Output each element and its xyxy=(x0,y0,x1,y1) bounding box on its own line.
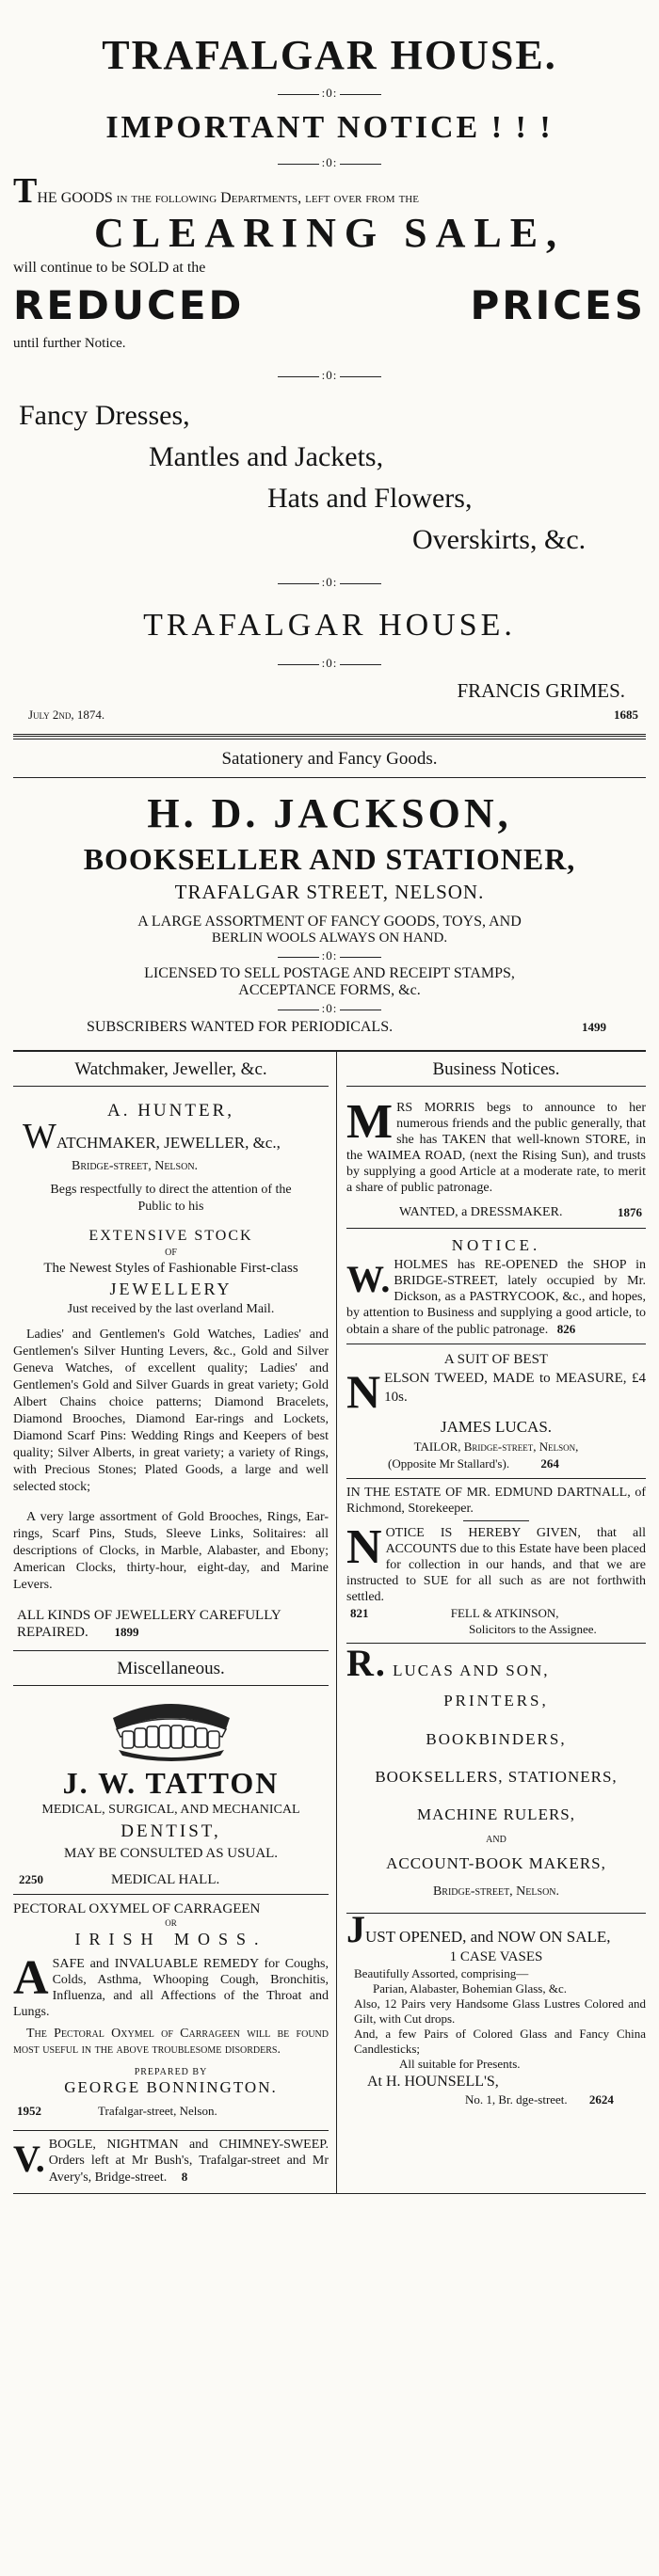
suit-heading: A SUIT OF BEST xyxy=(443,1352,549,1367)
holmes-body xyxy=(346,1257,646,1338)
rlucas-and: AND xyxy=(486,1835,506,1845)
teeth-illustration xyxy=(13,1693,329,1765)
rlucas-line: MACHINE RULERS, xyxy=(416,1805,575,1823)
tatton-bottom-row xyxy=(13,1863,329,1894)
just-line: Beautifully Assorted, comprising— xyxy=(354,1966,529,1980)
goods-text: HE GOODS in the following Departments, left over from the xyxy=(37,190,419,206)
oxymel-address: Trafalgar-street, Nelson. xyxy=(98,2104,217,2118)
signer: FRANCIS GRIMES. xyxy=(457,679,625,702)
lucas-opposite: (Opposite Mr Stallard's). xyxy=(388,1456,510,1471)
morris-dropcap: M xyxy=(346,1095,394,1149)
just-address-row xyxy=(346,2092,646,2107)
trafalgar-ad xyxy=(13,0,646,723)
suit-text: ELSON TWEED, MADE to MEASURE, £4 10s. xyxy=(384,1371,646,1405)
morris-ad xyxy=(346,1094,646,1229)
estate-solicitors: Solicitors to the Assignee. xyxy=(469,1622,597,1636)
hunter-repair-row xyxy=(13,1594,329,1645)
hunter-trade-line xyxy=(13,1117,329,1156)
rlucas-dropcap: R. xyxy=(346,1642,387,1684)
just-line: Parian, Alabaster, Bohemian Glass, &c. xyxy=(373,1981,567,1996)
separator: :0: xyxy=(13,367,646,384)
lucas-tailor-ad xyxy=(346,1344,646,1479)
hunter-stock: EXTENSIVE STOCK xyxy=(88,1228,253,1244)
ad-date: July 2nd, 1874. xyxy=(28,708,105,722)
ad-number: 1876 xyxy=(618,1205,642,1219)
just-case: 1 CASE VASES xyxy=(449,1949,543,1964)
ad-number: 1685 xyxy=(614,708,638,722)
stationery-header: Satationery and Fancy Goods. xyxy=(13,739,646,778)
morris-text: RS MORRIS begs to announce to her numerous friends and the public generally, that she has TAKEN that well-known STORE, in the WAIMEA ROAD, (next the Rising Sun), and trusts by supplying a good Article at a moderate rate, to merit a share of public patronage. xyxy=(346,1101,646,1195)
divider xyxy=(463,1520,529,1521)
left-column xyxy=(13,1052,337,2193)
just-line: All suitable for Presents. xyxy=(399,2057,521,2071)
reduced-word: REDUCED xyxy=(13,282,245,328)
bogle-body xyxy=(13,2137,329,2186)
list-item: Fancy Dresses, xyxy=(19,400,190,431)
holmes-text: HOLMES has RE-OPENED the SHOP in BRIDGE-STREET, lately occupied by Mr. Dickson, as a PASTRYCOOK, &c., and hopes, by attention to Business and supplying a good article, to obtain a share of the public patronage. xyxy=(346,1258,646,1337)
hunter-newest: The Newest Styles of Fashionable First-class xyxy=(43,1261,298,1276)
just-text: UST OPENED, and NOW ON SALE, xyxy=(365,1928,611,1946)
rlucas-line: BOOKSELLERS, STATIONERS, xyxy=(375,1768,618,1786)
suit-dropcap: N xyxy=(346,1365,381,1418)
list-item: Hats and Flowers, xyxy=(267,483,473,514)
rlucas-last: ACCOUNT-BOOK MAKERS, xyxy=(386,1854,606,1872)
trafalgar-title: TRAFALGAR HOUSE. xyxy=(102,32,557,78)
separator: :0: xyxy=(13,1000,646,1017)
separator: :0: xyxy=(13,574,646,591)
holmes-dropcap: W. xyxy=(346,1258,391,1300)
separator: :0: xyxy=(13,947,646,964)
just-address: No. 1, Br. dge-street. xyxy=(465,2092,568,2107)
rlucas-line: BOOKBINDERS, xyxy=(426,1730,567,1748)
ad-number: 2250 xyxy=(19,1872,43,1886)
hunter-body: A very large assortment of Gold Brooches, Rings, Ear-rings, Scarf Pins, Studs, Sleeve Links, Solitaires: all descriptions of Clocks, in Marble, Alabaster, and Ebony; American Clocks, thirty-hour, eight-day, and Marine Levers. xyxy=(13,1510,329,1592)
jackson-line: A LARGE ASSORTMENT OF FANCY GOODS, TOYS, AND xyxy=(137,914,522,930)
estate-ad xyxy=(346,1479,646,1644)
date-row xyxy=(13,704,646,723)
just-name: At H. HOUNSELL'S, xyxy=(367,2074,499,2090)
hunter-jewellery: JEWELLERY xyxy=(109,1280,233,1298)
hunter-repair: ALL KINDS OF JEWELLERY CAREFULLY REPAIRED. xyxy=(17,1608,281,1640)
until-line: until further Notice. xyxy=(13,336,126,351)
ad-number: 2624 xyxy=(588,2092,614,2107)
oxymel-body2: The Pectoral Oxymel of Carrageen will be found most useful in the above troublesome disorders. xyxy=(13,2027,329,2057)
hounsell-ad xyxy=(346,1908,646,2111)
estate-text: OTICE IS HEREBY GIVEN, that all ACCOUNTS due to this Estate have been placed for collection in our hands, and that we are instructed to SUE for all such as are not forthwith settled. xyxy=(346,1526,646,1604)
rlucas-address: Bridge-street, Nelson. xyxy=(432,1884,560,1899)
tatton-consult: MAY BE CONSULTED AS USUAL. xyxy=(63,1846,279,1861)
lucas-address: TAILOR, Bridge-street, Nelson, xyxy=(413,1439,579,1454)
hunter-of: OF xyxy=(165,1248,177,1258)
goods-dropcap: T xyxy=(13,171,38,211)
two-column-section xyxy=(13,1050,646,2194)
hunter-name: A. HUNTER, xyxy=(106,1101,235,1121)
oxymel-dropcap: A xyxy=(13,1951,49,2005)
lucas-name: JAMES LUCAS. xyxy=(440,1418,553,1436)
jackson-line: ACCEPTANCE FORMS, &c. xyxy=(238,982,421,998)
estate-firm: FELL & ATKINSON, xyxy=(450,1606,559,1620)
oxymel-moss: IRISH MOSS. xyxy=(74,1930,267,1948)
oxymel-body xyxy=(13,1950,329,2020)
section-header: Business Notices. xyxy=(346,1052,646,1087)
ad-number: 8 xyxy=(181,2170,188,2184)
goods-line xyxy=(13,171,646,211)
holmes-ad xyxy=(346,1229,646,1344)
oxymel-bottom-row xyxy=(13,2098,329,2124)
tatton-hall: MEDICAL HALL. xyxy=(111,1872,220,1887)
important-notice: IMPORTANT NOTICE ! ! ! xyxy=(105,110,554,145)
dentures-icon xyxy=(105,1697,237,1761)
bogle-ad xyxy=(13,2131,329,2193)
right-column xyxy=(337,1052,646,2193)
oxymel-prepared: PREPARED BY xyxy=(134,2067,208,2077)
estate-heading: IN THE ESTATE OF MR. EDMUND DARTNALL, of Richmond, Storekeeper. xyxy=(346,1486,646,1516)
oxymel-or: OR xyxy=(165,1918,177,1928)
oxymel-name: GEORGE BONNINGTON. xyxy=(64,2078,278,2096)
just-line: And, a few Pairs of Colored Glass and Fancy China Candlesticks; xyxy=(354,2027,646,2056)
separator: :0: xyxy=(13,154,646,171)
just-line: Also, 12 Pairs very Handsome Glass Lustres Colored and Gilt, with Cut drops. xyxy=(354,1996,646,2026)
hunter-body: Ladies' and Gentlemen's Gold Watches, Ladies' and Gentlemen's Silver Hunting Levers, &c., Gold and Silver Geneva Watches, of excellent quality; Ladies' and Gentlemen's Gold and Silver Guards in great variety; Gold Albert Chains choice patterns; Diamond Bracelets, Diamond Brooches, Diamond Ear-rings and Lockets, Diamond Scarf Pins: Wedding Rings and Keepers of best quality; Silver Alberts, in great variety; a variety of Rings, with Precious Stones; Plated Goods, a large and well selected stock; xyxy=(13,1328,329,1494)
section-header: Watchmaker, Jeweller, &c. xyxy=(13,1052,329,1087)
ad-number: 821 xyxy=(350,1606,369,1620)
reduced-prices xyxy=(13,278,646,333)
rlucas-line: PRINTERS, xyxy=(443,1692,549,1709)
oxymel-ad xyxy=(13,1895,329,2130)
continue-line: will continue to be SOLD at the xyxy=(13,260,206,276)
hunter-trade: ATCHMAKER, JEWELLER, &c., xyxy=(56,1134,281,1152)
rlucas-ad xyxy=(346,1644,646,1914)
estate-dropcap: N xyxy=(346,1520,382,1574)
jackson-line: LICENSED TO SELL POSTAGE AND RECEIPT STAMPS, xyxy=(144,965,515,981)
lucas-opposite-row xyxy=(346,1455,646,1472)
list-item: Overskirts, &c. xyxy=(412,524,587,555)
hunter-received: Just received by the last overland Mail. xyxy=(67,1302,275,1316)
suit-body xyxy=(346,1365,646,1418)
tatton-name: J. W. TATTON xyxy=(62,1766,280,1800)
tatton-trade: MEDICAL, SURGICAL, AND MECHANICAL xyxy=(41,1803,300,1817)
prices-word: PRICES xyxy=(470,282,646,328)
morris-body xyxy=(346,1095,646,1196)
ad-number: 1952 xyxy=(17,2104,41,2118)
jackson-line: SUBSCRIBERS WANTED FOR PERIODICALS. xyxy=(87,1019,394,1035)
estate-firm-row xyxy=(346,1605,646,1621)
jackson-line: BERLIN WOOLS ALWAYS ON HAND. xyxy=(211,930,448,946)
list-item: Mantles and Jackets, xyxy=(149,441,384,472)
hunter-ad xyxy=(13,1094,329,1650)
separator: :0: xyxy=(13,655,646,672)
tatton-dentist: DENTIST, xyxy=(121,1821,221,1841)
hunter-begs: Begs respectfully to direct the attention of the Public to his xyxy=(50,1183,292,1214)
estate-body xyxy=(346,1520,646,1605)
department-list xyxy=(13,390,646,561)
trafalgar-footer-title: TRAFALGAR HOUSE. xyxy=(143,608,516,643)
ad-number: 264 xyxy=(540,1456,559,1471)
jackson-ad xyxy=(13,739,646,1037)
jackson-street: TRAFALGAR STREET, NELSON. xyxy=(174,881,485,903)
rlucas-name-line xyxy=(346,1642,646,1684)
jackson-trade: BOOKSELLER AND STATIONER, xyxy=(83,842,576,876)
notice-heading: NOTICE. xyxy=(451,1236,541,1254)
bogle-text: BOGLE, NIGHTMAN and CHIMNEY-SWEEP. Orders left at Mr Bush's, Trafalgar-street and Mr Avery's, Bridge-street. xyxy=(48,2138,329,2185)
tatton-ad xyxy=(13,1693,329,1894)
morris-wanted: WANTED, a DRESSMAKER. xyxy=(399,1205,563,1219)
just-opened-line xyxy=(346,1908,646,1950)
jackson-name: H. D. JACKSON, xyxy=(147,790,512,836)
section-header: Miscellaneous. xyxy=(13,1650,329,1686)
bogle-dropcap: V. xyxy=(13,2138,45,2180)
jackson-bottom-row xyxy=(13,1018,646,1037)
oxymel-text: SAFE and INVALUABLE REMEDY for Coughs, Colds, Asthma, Whooping Cough, Bronchitis, Influenza, and all Affections of the Throat and Lungs. xyxy=(13,1957,329,2019)
just-dropcap: J xyxy=(346,1908,365,1950)
ad-number: 1899 xyxy=(114,1625,139,1639)
hunter-address: Bridge-street, Nelson. xyxy=(72,1159,199,1173)
separator: :0: xyxy=(13,85,646,102)
oxymel-title: PECTORAL OXYMEL OF CARRAGEEN xyxy=(13,1901,261,1916)
ad-number: 826 xyxy=(556,1322,576,1336)
rlucas-name: LUCAS AND SON, xyxy=(393,1662,550,1679)
morris-wanted-row xyxy=(346,1196,646,1222)
ad-number: 1499 xyxy=(582,1020,606,1034)
clearing-sale: CLEARING SALE, xyxy=(93,210,566,256)
hunter-dropcap: W xyxy=(23,1117,56,1156)
